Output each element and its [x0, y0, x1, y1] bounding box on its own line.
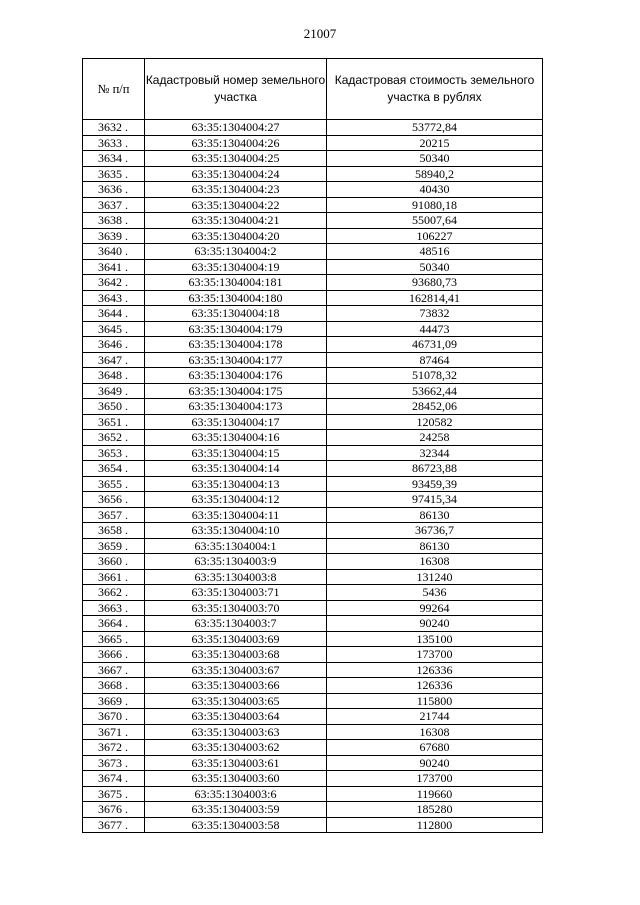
cadastral-number-cell: 63:35:1304004:11 — [145, 507, 327, 523]
row-number-cell: 3671 . — [83, 724, 145, 740]
cadastral-value-cell: 86130 — [327, 538, 543, 554]
table-row — [83, 647, 543, 663]
table-row — [83, 321, 543, 337]
cadastral-value-cell: 93680,73 — [327, 275, 543, 291]
table-row — [83, 182, 543, 198]
cadastral-value-cell: 55007,64 — [327, 213, 543, 229]
row-number-cell: 3644 . — [83, 306, 145, 322]
column-header-number: № п/п — [83, 59, 145, 120]
row-number-cell: 3640 . — [83, 244, 145, 260]
cadastral-value-cell: 86130 — [327, 507, 543, 523]
row-number-cell: 3642 . — [83, 275, 145, 291]
cadastral-number-cell: 63:35:1304004:24 — [145, 166, 327, 182]
row-number-cell: 3662 . — [83, 585, 145, 601]
cadastral-value-cell: 48516 — [327, 244, 543, 260]
table-row — [83, 538, 543, 554]
row-number-cell: 3643 . — [83, 290, 145, 306]
row-number-cell: 3674 . — [83, 771, 145, 787]
cadastral-value-cell: 173700 — [327, 647, 543, 663]
cadastral-number-cell: 63:35:1304004:175 — [145, 383, 327, 399]
cadastral-number-cell: 63:35:1304004:20 — [145, 228, 327, 244]
table-row — [83, 740, 543, 756]
row-number-cell: 3650 . — [83, 399, 145, 415]
row-number-cell: 3663 . — [83, 600, 145, 616]
table-row — [83, 523, 543, 539]
cadastral-value-cell: 53662,44 — [327, 383, 543, 399]
cadastral-value-cell: 131240 — [327, 569, 543, 585]
cadastral-number-cell: 63:35:1304003:64 — [145, 709, 327, 725]
cadastral-value-cell: 106227 — [327, 228, 543, 244]
table-row — [83, 461, 543, 477]
row-number-cell: 3645 . — [83, 321, 145, 337]
table-row — [83, 352, 543, 368]
row-number-cell: 3649 . — [83, 383, 145, 399]
cadastral-number-cell: 63:35:1304004:10 — [145, 523, 327, 539]
column-header-cadastral-number: Кадастровый номер земельного участка — [145, 59, 327, 120]
cadastral-value-cell: 44473 — [327, 321, 543, 337]
cadastral-number-cell: 63:35:1304004:178 — [145, 337, 327, 353]
cadastral-number-cell: 63:35:1304003:67 — [145, 662, 327, 678]
row-number-cell: 3638 . — [83, 213, 145, 229]
cadastral-value-cell: 119660 — [327, 786, 543, 802]
cadastral-number-cell: 63:35:1304003:66 — [145, 678, 327, 694]
row-number-cell: 3659 . — [83, 538, 145, 554]
row-number-cell: 3667 . — [83, 662, 145, 678]
row-number-cell: 3637 . — [83, 197, 145, 213]
table-row — [83, 693, 543, 709]
cadastral-value-cell: 90240 — [327, 616, 543, 632]
cadastral-number-cell: 63:35:1304004:176 — [145, 368, 327, 384]
row-number-cell: 3652 . — [83, 430, 145, 446]
cadastral-value-cell: 67680 — [327, 740, 543, 756]
row-number-cell: 3635 . — [83, 166, 145, 182]
cadastral-value-cell: 86723,88 — [327, 461, 543, 477]
row-number-cell: 3654 . — [83, 461, 145, 477]
cadastral-number-cell: 63:35:1304004:25 — [145, 151, 327, 167]
row-number-cell: 3665 . — [83, 631, 145, 647]
row-number-cell: 3661 . — [83, 569, 145, 585]
row-number-cell: 3660 . — [83, 554, 145, 570]
cadastral-value-cell: 99264 — [327, 600, 543, 616]
cadastral-value-cell: 51078,32 — [327, 368, 543, 384]
cadastral-number-cell: 63:35:1304003:69 — [145, 631, 327, 647]
table-row — [83, 600, 543, 616]
cadastral-value-cell: 5436 — [327, 585, 543, 601]
row-number-cell: 3651 . — [83, 414, 145, 430]
cadastral-value-cell: 21744 — [327, 709, 543, 725]
cadastral-number-cell: 63:35:1304004:27 — [145, 120, 327, 136]
table-row — [83, 585, 543, 601]
table-body — [83, 120, 543, 833]
row-number-cell: 3639 . — [83, 228, 145, 244]
cadastral-value-cell: 20215 — [327, 135, 543, 151]
cadastral-number-cell: 63:35:1304003:65 — [145, 693, 327, 709]
row-number-cell: 3673 . — [83, 755, 145, 771]
table-row — [83, 399, 543, 415]
table-row — [83, 275, 543, 291]
table-row — [83, 290, 543, 306]
row-number-cell: 3658 . — [83, 523, 145, 539]
cadastral-number-cell: 63:35:1304004:180 — [145, 290, 327, 306]
row-number-cell: 3657 . — [83, 507, 145, 523]
row-number-cell: 3669 . — [83, 693, 145, 709]
table-row — [83, 802, 543, 818]
cadastral-value-cell: 50340 — [327, 259, 543, 275]
cadastral-number-cell: 63:35:1304003:70 — [145, 600, 327, 616]
row-number-cell: 3647 . — [83, 352, 145, 368]
row-number-cell: 3636 . — [83, 182, 145, 198]
row-number-cell: 3664 . — [83, 616, 145, 632]
table-row — [83, 228, 543, 244]
cadastral-value-cell: 28452,06 — [327, 399, 543, 415]
row-number-cell: 3641 . — [83, 259, 145, 275]
row-number-cell: 3672 . — [83, 740, 145, 756]
table-row — [83, 492, 543, 508]
cadastral-number-cell: 63:35:1304004:26 — [145, 135, 327, 151]
cadastral-number-cell: 63:35:1304004:14 — [145, 461, 327, 477]
table-row — [83, 430, 543, 446]
cadastral-number-cell: 63:35:1304003:6 — [145, 786, 327, 802]
row-number-cell: 3634 . — [83, 151, 145, 167]
cadastral-number-cell: 63:35:1304004:17 — [145, 414, 327, 430]
cadastral-value-cell: 115800 — [327, 693, 543, 709]
table-row — [83, 662, 543, 678]
cadastral-value-cell: 120582 — [327, 414, 543, 430]
cadastral-number-cell: 63:35:1304004:12 — [145, 492, 327, 508]
cadastral-number-cell: 63:35:1304004:23 — [145, 182, 327, 198]
table-row — [83, 166, 543, 182]
cadastral-number-cell: 63:35:1304004:177 — [145, 352, 327, 368]
cadastral-value-cell: 90240 — [327, 755, 543, 771]
cadastral-value-cell: 126336 — [327, 678, 543, 694]
cadastral-value-cell: 185280 — [327, 802, 543, 818]
table-row — [83, 337, 543, 353]
cadastral-value-cell: 135100 — [327, 631, 543, 647]
cadastral-value-cell: 53772,84 — [327, 120, 543, 136]
cadastral-number-cell: 63:35:1304004:173 — [145, 399, 327, 415]
table-row — [83, 771, 543, 787]
row-number-cell: 3653 . — [83, 445, 145, 461]
cadastral-number-cell: 63:35:1304003:61 — [145, 755, 327, 771]
cadastral-value-cell: 24258 — [327, 430, 543, 446]
cadastral-number-cell: 63:35:1304003:8 — [145, 569, 327, 585]
cadastral-number-cell: 63:35:1304003:62 — [145, 740, 327, 756]
cadastral-number-cell: 63:35:1304003:68 — [145, 647, 327, 663]
cadastral-value-cell: 40430 — [327, 182, 543, 198]
cadastral-value-cell: 16308 — [327, 554, 543, 570]
cadastral-value-cell: 97415,34 — [327, 492, 543, 508]
table-row — [83, 616, 543, 632]
cadastral-number-cell: 63:35:1304003:9 — [145, 554, 327, 570]
row-number-cell: 3646 . — [83, 337, 145, 353]
cadastral-value-cell: 46731,09 — [327, 337, 543, 353]
table-row — [83, 244, 543, 260]
cadastral-number-cell: 63:35:1304003:71 — [145, 585, 327, 601]
cadastral-value-cell: 73832 — [327, 306, 543, 322]
row-number-cell: 3675 . — [83, 786, 145, 802]
cadastral-number-cell: 63:35:1304003:60 — [145, 771, 327, 787]
table-row — [83, 213, 543, 229]
table-row — [83, 786, 543, 802]
table-row — [83, 476, 543, 492]
table-row — [83, 724, 543, 740]
row-number-cell: 3668 . — [83, 678, 145, 694]
cadastral-number-cell: 63:35:1304004:22 — [145, 197, 327, 213]
row-number-cell: 3656 . — [83, 492, 145, 508]
row-number-cell: 3666 . — [83, 647, 145, 663]
cadastral-value-cell: 91080,18 — [327, 197, 543, 213]
cadastral-value-cell: 173700 — [327, 771, 543, 787]
table-row — [83, 306, 543, 322]
cadastral-value-cell: 93459,39 — [327, 476, 543, 492]
table-row — [83, 383, 543, 399]
cadastral-number-cell: 63:35:1304004:18 — [145, 306, 327, 322]
table-row — [83, 197, 543, 213]
table-row — [83, 414, 543, 430]
cadastral-number-cell: 63:35:1304004:16 — [145, 430, 327, 446]
cadastral-value-cell: 36736,7 — [327, 523, 543, 539]
cadastral-number-cell: 63:35:1304004:179 — [145, 321, 327, 337]
table-row — [83, 151, 543, 167]
cadastral-number-cell: 63:35:1304004:13 — [145, 476, 327, 492]
row-number-cell: 3648 . — [83, 368, 145, 384]
cadastral-number-cell: 63:35:1304003:7 — [145, 616, 327, 632]
cadastral-number-cell: 63:35:1304004:15 — [145, 445, 327, 461]
row-number-cell: 3677 . — [83, 817, 145, 833]
cadastral-number-cell: 63:35:1304004:21 — [145, 213, 327, 229]
row-number-cell: 3670 . — [83, 709, 145, 725]
table-row — [83, 631, 543, 647]
table-header-row — [83, 59, 543, 120]
table-row — [83, 135, 543, 151]
table-row — [83, 507, 543, 523]
table-row — [83, 755, 543, 771]
cadastral-value-cell: 50340 — [327, 151, 543, 167]
row-number-cell: 3632 . — [83, 120, 145, 136]
row-number-cell: 3655 . — [83, 476, 145, 492]
table-row — [83, 817, 543, 833]
cadastral-value-cell: 16308 — [327, 724, 543, 740]
cadastral-number-cell: 63:35:1304003:58 — [145, 817, 327, 833]
page-number: 21007 — [303, 26, 337, 41]
cadastral-number-cell: 63:35:1304004:2 — [145, 244, 327, 260]
cadastral-value-cell: 87464 — [327, 352, 543, 368]
cadastral-number-cell: 63:35:1304004:19 — [145, 259, 327, 275]
table-row — [83, 678, 543, 694]
cadastral-value-cell: 58940,2 — [327, 166, 543, 182]
cadastral-number-cell: 63:35:1304003:63 — [145, 724, 327, 740]
table-row — [83, 445, 543, 461]
table-row — [83, 120, 543, 136]
cadastral-value-cell: 112800 — [327, 817, 543, 833]
row-number-cell: 3633 . — [83, 135, 145, 151]
cadastral-value-cell: 126336 — [327, 662, 543, 678]
table-row — [83, 569, 543, 585]
cadastral-number-cell: 63:35:1304003:59 — [145, 802, 327, 818]
row-number-cell: 3676 . — [83, 802, 145, 818]
table-row — [83, 554, 543, 570]
table-row — [83, 368, 543, 384]
table-row — [83, 709, 543, 725]
cadastral-number-cell: 63:35:1304004:181 — [145, 275, 327, 291]
cadastral-value-cell: 32344 — [327, 445, 543, 461]
cadastral-value-table — [82, 58, 543, 833]
column-header-cadastral-value: Кадастровая стоимость земельного участка в рублях — [327, 59, 543, 120]
cadastral-value-cell: 162814,41 — [327, 290, 543, 306]
cadastral-number-cell: 63:35:1304004:1 — [145, 538, 327, 554]
table-row — [83, 259, 543, 275]
